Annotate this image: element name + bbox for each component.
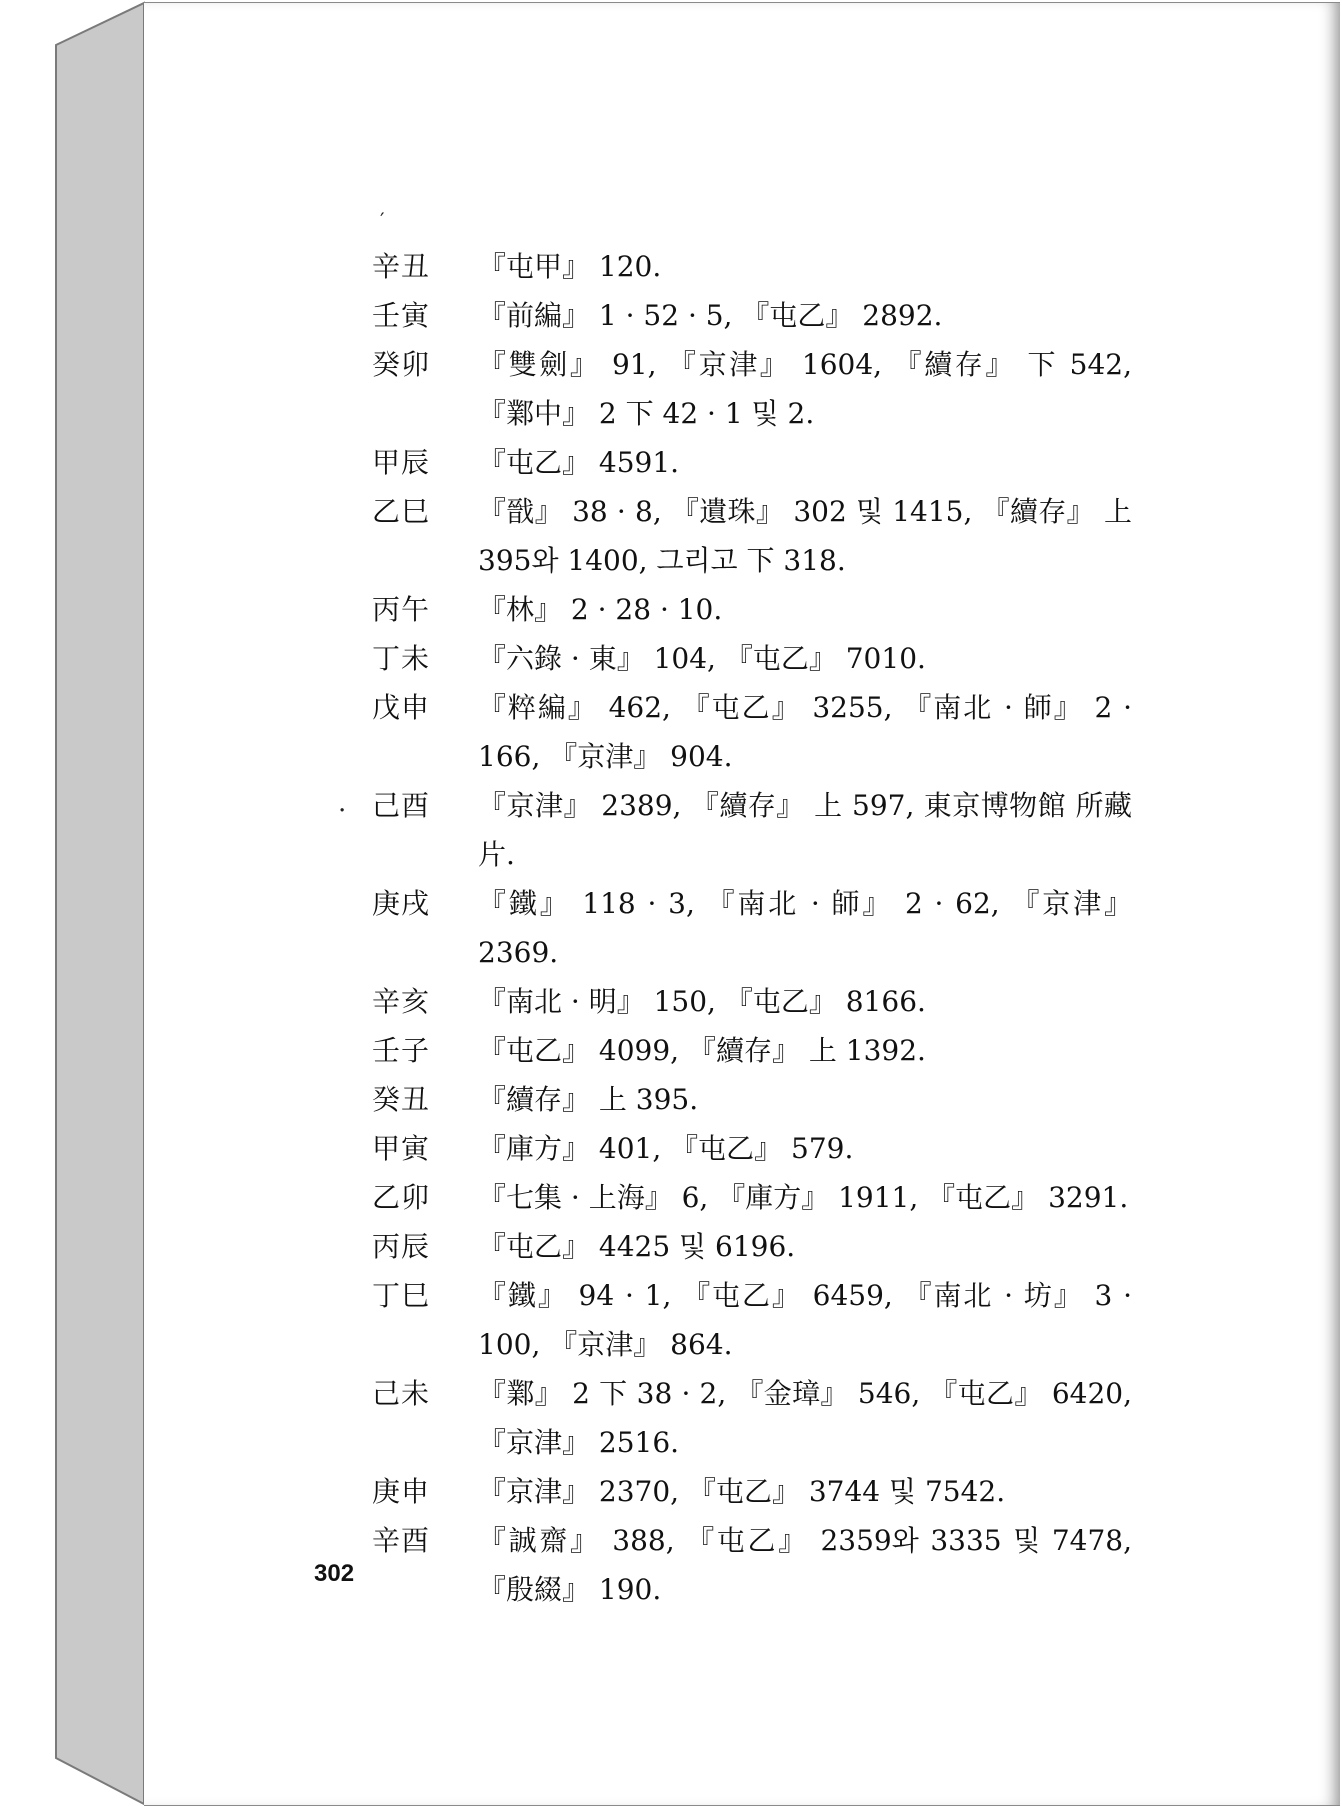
entry-date: 乙卯 <box>372 1181 431 1214</box>
entry-text: 『京津』 2370, 『屯乙』 3744 및 7542. <box>478 1475 1006 1508</box>
entry-date: 壬寅 <box>372 299 431 332</box>
entry-date: 辛丑 <box>372 250 431 283</box>
entry-date: 癸丑 <box>372 1083 431 1116</box>
list-item <box>372 1222 1132 1271</box>
entry-text: 『雙劍』 91, 『京津』 1604, 『續存』 下 542, 『鄴中』 2 下 42 · 1 및 2. <box>478 348 1132 430</box>
list-item <box>372 1124 1132 1173</box>
list-item <box>372 585 1132 634</box>
list-item <box>372 781 1132 879</box>
entry-text: 『林』 2 · 28 · 10. <box>478 593 723 626</box>
list-item <box>372 487 1132 585</box>
entry-text: 『屯乙』 4425 및 6196. <box>478 1230 796 1263</box>
list-item <box>372 1173 1132 1222</box>
entry-date: 甲寅 <box>372 1132 431 1165</box>
entry-text: 『續存』 上 395. <box>478 1083 699 1116</box>
entry-date: 壬子 <box>372 1034 431 1067</box>
stray-mark-top: ′ <box>380 208 385 232</box>
entry-date: 己酉 <box>372 789 431 822</box>
page-number: 302 <box>314 1560 355 1587</box>
entry-text: 『前編』 1 · 52 · 5, 『屯乙』 2892. <box>478 299 943 332</box>
entry-date: 庚戌 <box>372 887 431 920</box>
list-item <box>372 683 1132 781</box>
list-item <box>372 879 1132 977</box>
list-item <box>372 1516 1132 1614</box>
entry-text: 『七集 · 上海』 6, 『庫方』 1911, 『屯乙』 3291. <box>478 1181 1129 1214</box>
list-item <box>372 291 1132 340</box>
entry-date: 癸卯 <box>372 348 431 381</box>
list-item <box>372 1271 1132 1369</box>
list-item <box>372 438 1132 487</box>
entry-date: 己未 <box>372 1377 431 1410</box>
entry-text: 『屯乙』 4099, 『續存』 上 1392. <box>478 1034 926 1067</box>
entry-text: 『六錄 · 東』 104, 『屯乙』 7010. <box>478 642 926 675</box>
list-item <box>372 1075 1132 1124</box>
entry-date: 庚申 <box>372 1475 431 1508</box>
list-item <box>372 634 1132 683</box>
entry-text: 『鐵』 118 · 3, 『南北 · 師』 2 · 62, 『京津』 2369. <box>478 887 1132 969</box>
entry-date: 丁巳 <box>372 1279 431 1312</box>
entry-date: 丙辰 <box>372 1230 431 1263</box>
entry-text: 『庫方』 401, 『屯乙』 579. <box>478 1132 854 1165</box>
stray-mark-left: . <box>338 788 347 818</box>
list-item <box>372 1026 1132 1075</box>
entry-date: 丁未 <box>372 642 431 675</box>
book-spine <box>56 3 144 1804</box>
list-item <box>372 977 1132 1026</box>
entry-date: 丙午 <box>372 593 431 626</box>
entry-text: 『粹編』 462, 『屯乙』 3255, 『南北 · 師』 2 · 166, 『京津』 904. <box>478 691 1132 773</box>
oracle-bone-references-list <box>372 242 1132 1614</box>
entry-text: 『鄴』 2 下 38 · 2, 『金璋』 546, 『屯乙』 6420, 『京津』 2516. <box>478 1377 1132 1459</box>
entry-date: 甲辰 <box>372 446 431 479</box>
entry-text: 『鐵』 94 · 1, 『屯乙』 6459, 『南北 · 坊』 3 · 100, 『京津』 864. <box>478 1279 1132 1361</box>
entry-text: 『戩』 38 · 8, 『遺珠』 302 및 1415, 『續存』 上 395와 1400, 그리고 下 318. <box>478 495 1132 577</box>
list-item <box>372 1369 1132 1467</box>
entry-text: 『誠齋』 388, 『屯乙』 2359와 3335 및 7478, 『殷綴』 190. <box>478 1524 1132 1606</box>
list-item <box>372 242 1132 291</box>
list-item <box>372 1467 1132 1516</box>
entry-date: 戊申 <box>372 691 431 724</box>
entry-text: 『屯甲』 120. <box>478 250 662 283</box>
entry-date: 辛亥 <box>372 985 431 1018</box>
entry-text: 『京津』 2389, 『續存』 上 597, 東京博物館 所藏片. <box>478 789 1132 871</box>
list-item <box>372 340 1132 438</box>
entry-text: 『屯乙』 4591. <box>478 446 680 479</box>
entry-text: 『南北 · 明』 150, 『屯乙』 8166. <box>478 985 926 1018</box>
entry-date: 乙巳 <box>372 495 431 528</box>
entry-date: 辛酉 <box>372 1524 431 1557</box>
